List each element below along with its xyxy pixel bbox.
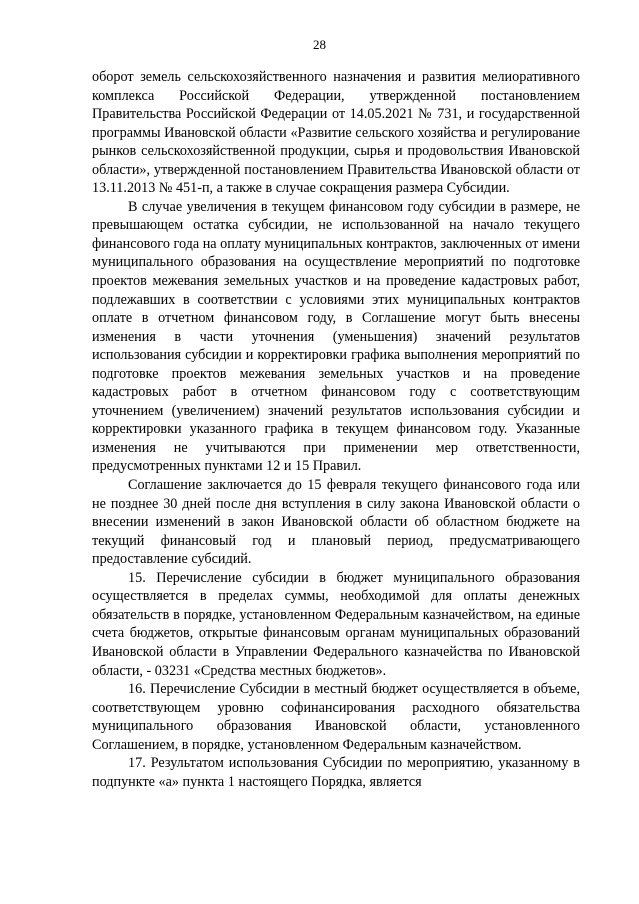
page-number: 28 — [313, 37, 326, 52]
paragraph-continuation: оборот земель сельскохозяйственного назначения и развития мелиоративного комплекса Российской Федерации, утвержденной постановлением Правительства Российской Федерации от 14.05.2021 № 731, и государственной программы Ивановской области «Развитие сельского хозяйства и регулирование рынков сельскохозяйственной продукции, сырья и продовольствия Ивановской области», утвержденной постановлением Правительства Ивановской области от 13.11.2013 № 451-п, а также в случае сокращения размера Субсидии. — [92, 69, 580, 197]
paragraph-agreement-deadline: Соглашение заключается до 15 февраля текущего финансового года или не позднее 30 дней после дня вступления в силу закона Ивановской области о внесении изменений в закон Ивановской области об областном бюджете на текущий финансовый год и плановый период, предусматривающего предоставление субсидий. — [92, 477, 580, 568]
paragraph-subsidy-increase: В случае увеличения в текущем финансовом году субсидии в размере, не превышающем остатка субсидии, не использованной на начало текущего финансового года на оплату муниципальных контрактов, заключенных от имени муниципального образования на осуществление мероприятий по подготовке проектов межевания земельных участков и на проведение кадастровых работ, подлежавших в соответствии с условиями этих муниципальных контрактов оплате в отчетном финансовом году, в Соглашение могут быть внесены изменения в части уточнения (уменьшения) значений результатов использования субсидии и корректировки графика выполнения мероприятий по подготовке проектов межевания земельных участков и на проведение кадастровых работ в отчетном финансовом году с соответствующим уточнением (увеличением) значений результатов использования субсидии и корректировки указанного графика в текущем финансовом году. Указанные изменения не учитываются при применении мер ответственности, предусмотренных пунктами 12 и 15 Правил. — [92, 198, 580, 475]
paragraph-item-17: 17. Результатом использования Субсидии по мероприятию, указанному в подпункте «а» пункта 1 настоящего Порядка, является — [92, 755, 580, 790]
paragraph-item-16: 16. Перечисление Субсидии в местный бюджет осуществляется в объеме, соответствующем уровню софинансирования расходного обязательства муниципального образования Ивановской области, установленного Соглашением, в порядке, установленном Федеральным казначейством. — [92, 681, 580, 753]
paragraph-item-15: 15. Перечисление субсидии в бюджет муниципального образования осуществляется в пределах суммы, необходимой для оплаты денежных обязательств в порядке, установленном Федеральным казначейством, на единые счета бюджетов, открытые финансовым органам муниципальных образований Ивановской области в Управлении Федерального казначейства по Ивановской области, - 03231 «Средства местных бюджетов». — [92, 569, 580, 679]
document-body — [92, 68, 580, 791]
